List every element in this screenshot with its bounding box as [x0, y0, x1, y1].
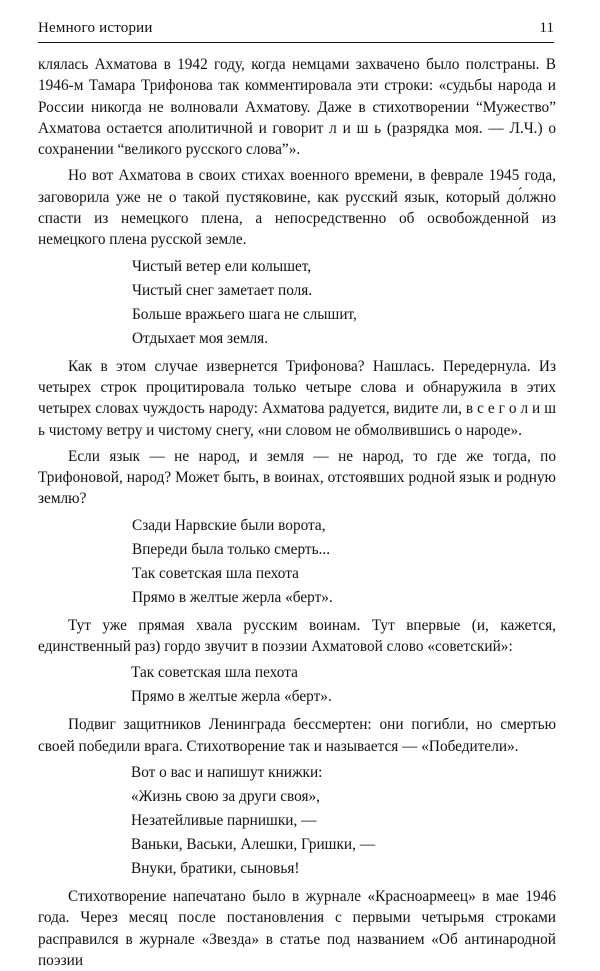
running-title: Немного истории [38, 20, 153, 36]
verse-block-3 [131, 661, 556, 709]
verse-line: Впереди была только смерть... [132, 540, 331, 558]
verse-line: Незатейливые парнишки, — [131, 811, 317, 829]
verse-line: Прямо в желтые жерла «берт». [131, 688, 332, 706]
verse-line: «Жизнь свою за други своя», [131, 787, 320, 805]
verse-line: Чистый ветер ели колышет, [132, 257, 312, 275]
verse-line: Ваньки, Васьки, Алешки, Гришки, — [131, 835, 376, 853]
verse-line: Вот о вас и напишут книжки: [131, 763, 323, 781]
verse-line: Сзади Нарвские были ворота, [132, 516, 326, 534]
page-number: 11 [539, 20, 554, 36]
verse-block-1 [132, 255, 556, 351]
paragraph-2: Но вот Ахматова в своих стихах военного времени, в феврале 1945 года, заговорила уже не о такой пустяковине, как русский язык, который до́лжно спасти из немецкого плена, а непосредственно об освобожденной из немецкого плена русской земле. [38, 167, 556, 249]
verse-block-2 [132, 514, 556, 610]
paragraph-4: Если язык — не народ, и земля — не народ, то где же тогда, по Трифоновой, народ? Может быть, в воинах, отстоявших родной язык и родную землю? [38, 447, 556, 508]
verse-line: Чистый снег заметает поля. [132, 281, 313, 299]
page-body [38, 54, 556, 971]
verse-line: Прямо в желтые жерла «берт». [132, 588, 333, 606]
paragraph-7: Стихотворение напечатано было в журнале «Красноармеец» в мае 1946 года. Через месяц после постановления с первыми четырьмя строками расправился в журнале «Звезда» в статье под названием «Об антинародной поэзии [38, 887, 556, 969]
verse-line: Отдыхает моя земля. [132, 329, 269, 347]
running-header [38, 20, 554, 43]
verse-block-4 [131, 761, 556, 881]
paragraph-1: клялась Ахматова в 1942 году, когда немцами захвачено было полстраны. В 1946-м Тамара Трифонова так комментировала эти строки: «судьбы народа и России никогда не волновали Ахматову. Даже в стихотворении “Мужество” Ахматова остается аполитичной и говорит л и ш ь (разрядка моя. — Л.Ч.) о сохранении “великого русского слова”». [38, 56, 556, 159]
paragraph-5: Тут уже прямая хвала русским воинам. Тут впервые (и, кажется, единственный раз) гордо звучит в поэзии Ахматовой слово «советский»: [38, 616, 556, 656]
verse-line: Так советская шла пехота [131, 664, 298, 682]
verse-line: Так советская шла пехота [132, 564, 299, 582]
verse-line: Внуки, братики, сыновья! [131, 859, 300, 877]
paragraph-3: Как в этом случае извернется Трифонова? Нашлась. Передернула. Из четырех строк процитировала только четыре слова и обнаружила в этих четырех словах чуждость народу: Ахматова радуется, видите ли, в с е г о л и ш ь чистому ветру и чистому снегу, «ни словом не обмолвившись о народе». [38, 357, 556, 439]
paragraph-6: Подвиг защитников Ленинграда бессмертен: они погибли, но смертью своей победили врага. Стихотворение так и называется — «Победители». [38, 716, 556, 755]
verse-line: Больше вражьего шага не слышит, [132, 305, 357, 323]
